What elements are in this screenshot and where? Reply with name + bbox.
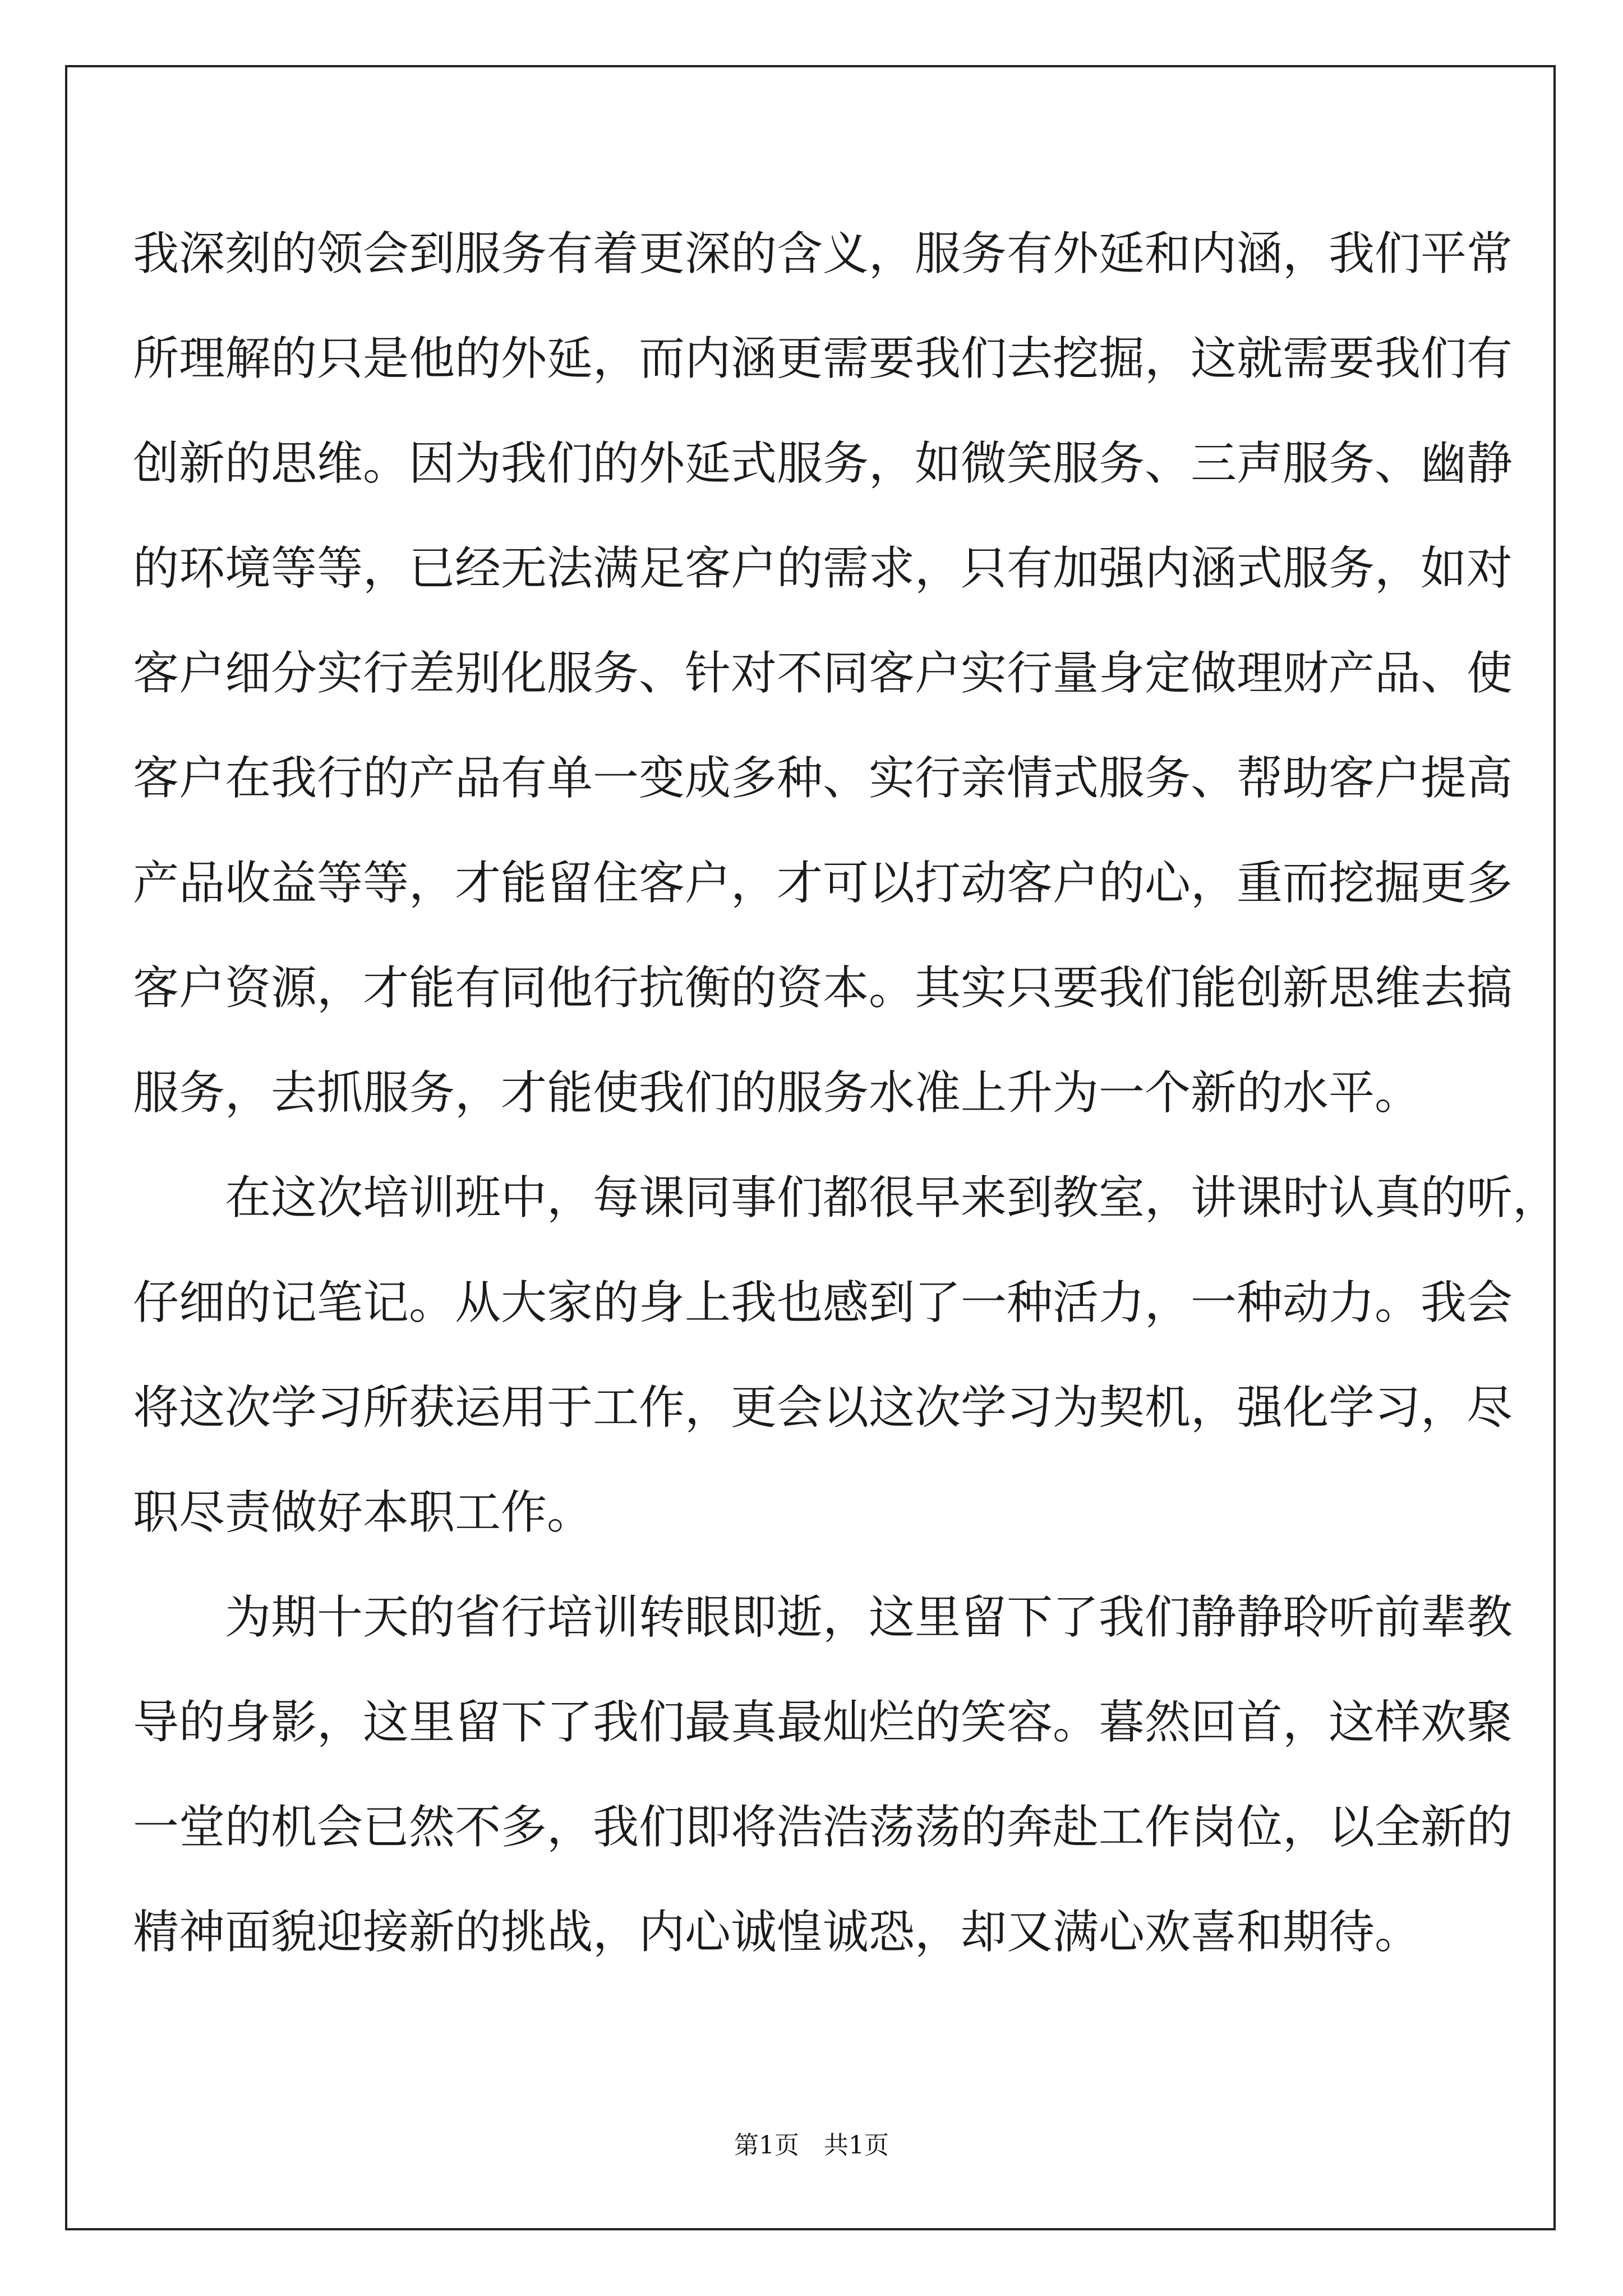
text-line: 创新的思维。因为我们的外延式服务，如微笑服务、三声服务、幽静 (133, 437, 1513, 490)
text-line: 精神面貌迎接新的挑战，内心诚惶诚恐，却又满心欢喜和期待。 (133, 1906, 1421, 1959)
text-line: 职尽责做好本职工作。 (133, 1486, 593, 1539)
text-line: 产品收益等等，才能留住客户，才可以打动客户的心，重而挖掘更多 (133, 857, 1513, 910)
text-line: 将这次学习所获运用于工作，更会以这次学习为契机，强化学习，尽 (133, 1381, 1513, 1434)
text-line: 我深刻的领会到服务有着更深的含义，服务有外延和内涵，我们平常 (133, 227, 1513, 280)
text-line: 的环境等等，已经无法满足客户的需求，只有加强内涵式服务，如对 (133, 542, 1513, 595)
text-line: 所理解的只是他的外延，而内涵更需要我们去挖掘，这就需要我们有 (133, 332, 1513, 385)
text-line: 客户细分实行差别化服务、针对不同客户实行量身定做理财产品、使 (133, 647, 1513, 700)
text-line: 一堂的机会已然不多，我们即将浩浩荡荡的奔赴工作岗位，以全新的 (133, 1801, 1513, 1854)
text-line: 在这次培训班中，每课同事们都很早来到教室，讲课时认真的听， (225, 1171, 1559, 1225)
text-line: 服务，去抓服务，才能使我们的服务水准上升为一个新的水平。 (133, 1066, 1421, 1120)
text-line: 导的身影，这里留下了我们最真最灿烂的笑容。暮然回首，这样欢聚 (133, 1696, 1513, 1749)
text-line: 客户资源，才能有同他行抗衡的资本。其实只要我们能创新思维去搞 (133, 961, 1513, 1015)
text-line: 仔细的记笔记。从大家的身上我也感到了一种活力，一种动力。我会 (133, 1276, 1513, 1329)
text-line: 为期十天的省行培训转眼即逝，这里留下了我们静静聆听前辈教 (225, 1591, 1513, 1644)
page-number-footer: 第1页 共1页 (734, 2131, 889, 2160)
text-line: 客户在我行的产品有单一变成多种、实行亲情式服务、帮助客户提高 (133, 752, 1513, 805)
